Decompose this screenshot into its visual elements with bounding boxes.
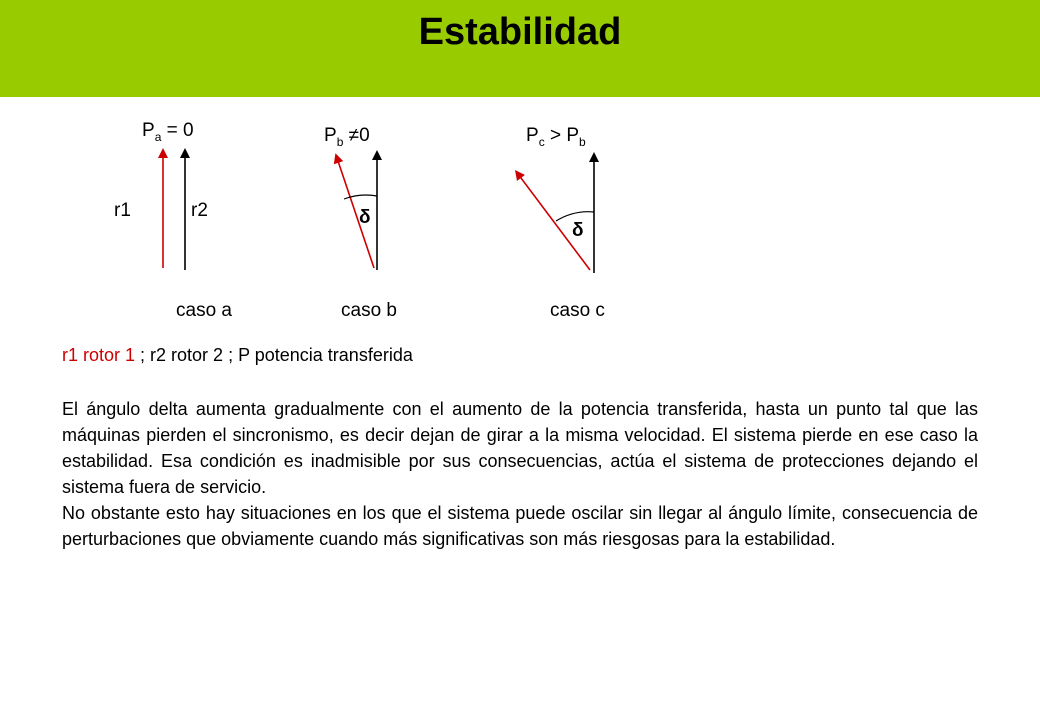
caso-a-label: caso a bbox=[176, 300, 232, 321]
caso-b-delta-symbol: δ bbox=[359, 207, 371, 228]
caso-c-delta-symbol: δ bbox=[572, 220, 584, 241]
caption-rest: ; r2 rotor 2 ; P potencia transferida bbox=[135, 345, 413, 365]
caso-a-power-label: $P_a = 0$ bbox=[142, 120, 194, 144]
caso-a-r1-label: r1 bbox=[114, 200, 131, 221]
legend-caption bbox=[62, 342, 413, 368]
caso-b-label: caso b bbox=[341, 300, 397, 321]
rotor-angle-diagram bbox=[0, 97, 1040, 337]
caso-a-r2-label: r2 bbox=[191, 200, 208, 221]
explanation-text bbox=[62, 396, 978, 552]
paragraph-2: No obstante esto hay situaciones en los que el sistema puede oscilar sin llegar al ángulo límite, consecuencia de perturbaciones que obviamente cuando más significativas son más riesgosas para la estabilidad. bbox=[62, 503, 978, 549]
caso-b-power-label: $P_b \ne 0$ bbox=[324, 125, 370, 149]
caso-c-power-label: $P_c > P_b$ bbox=[526, 125, 586, 149]
caption-r1: r1 rotor 1 bbox=[62, 345, 136, 365]
caso-c-label: caso c bbox=[550, 300, 605, 321]
paragraph-1: El ángulo delta aumenta gradualmente con el aumento de la potencia transferida, hasta un punto tal que las máquinas pierden el sincronismo, es decir dejan de girar a la misma velocidad. El sistema pierde en ese caso la estabilidad. Esa condición es inadmisible por sus consecuencias, actúa el sistema de protecciones dejando el sistema fuera de servicio. bbox=[62, 399, 978, 497]
page-title: Estabilidad bbox=[418, 11, 622, 53]
